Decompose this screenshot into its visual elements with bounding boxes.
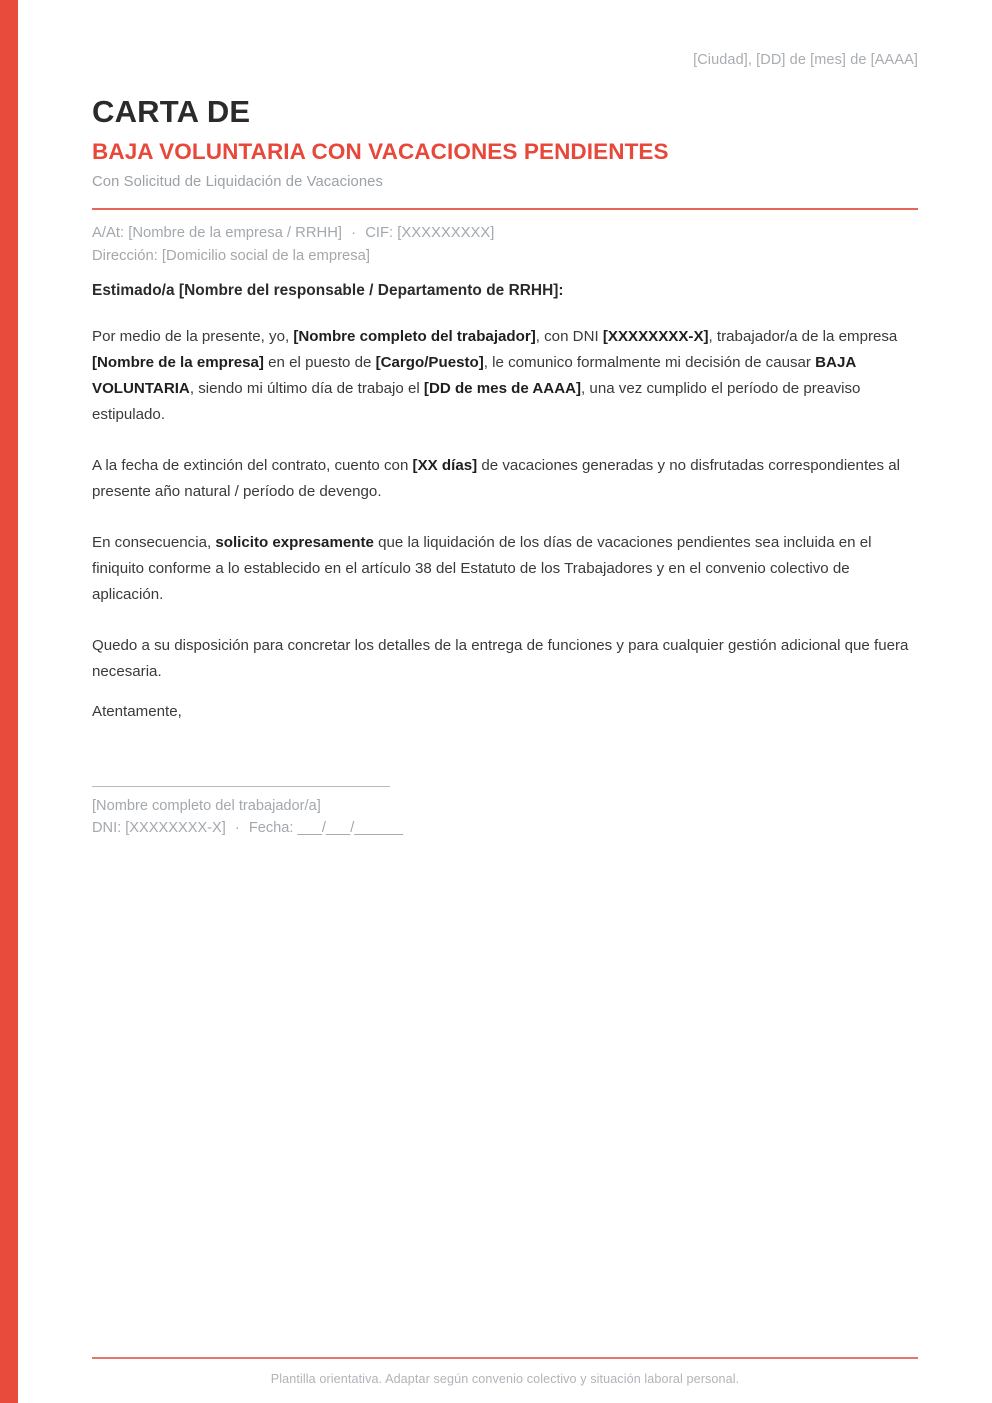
p3-bold-request: solicito expresamente xyxy=(215,533,374,551)
body-paragraph-1 xyxy=(92,324,918,428)
signature-id-line xyxy=(92,818,403,840)
p1-text-1: Por medio de la presente, yo, xyxy=(92,328,294,345)
p1-bold-company: [Nombre de la empresa] xyxy=(92,353,264,371)
signature-name-placeholder: [Nombre completo del trabajador/a] xyxy=(92,798,321,814)
document-content xyxy=(92,0,918,1403)
p1-text-7: , una vez cumplido el período de preaviso estipulado. xyxy=(92,379,861,423)
p2-text-1: A la fecha de extinción del contrato, cuento con xyxy=(92,456,413,474)
recipient-cif-label: CIF: xyxy=(365,225,394,241)
letter-body xyxy=(92,324,918,709)
p3-text-1: En consecuencia, xyxy=(92,533,216,551)
header-divider xyxy=(92,208,918,210)
p1-text-6: , siendo mi último día de trabajo el xyxy=(189,379,424,397)
recipient-separator: · xyxy=(351,225,357,241)
p1-text-5: , le comunico formalmente mi decisión de causar xyxy=(483,353,816,371)
recipient-attention-line xyxy=(92,222,494,245)
signature-dni-label: DNI: xyxy=(92,819,122,836)
p1-bold-baja-voluntaria: BAJA VOLUNTARIA xyxy=(92,353,856,397)
p4-text-1: Quedo a su disposición para concretar los detalles de la entrega de funciones y para cualquier gestión adicional que fuera necesaria. xyxy=(92,636,909,680)
closing-line: Atentamente, xyxy=(92,703,182,720)
p2-bold-days: [XX días] xyxy=(412,456,478,474)
left-accent-bar xyxy=(0,0,18,1403)
recipient-address-line xyxy=(92,245,494,268)
recipient-address-label: Dirección: xyxy=(92,248,158,265)
document-date-line: [Ciudad], [DD] de [mes] de [AAAA] xyxy=(693,52,918,68)
p1-bold-dni: [XXXXXXXX-X] xyxy=(602,328,709,345)
p1-bold-last-day: [DD de mes de AAAA] xyxy=(423,379,582,397)
recipient-cif-value: [XXXXXXXXX] xyxy=(397,225,495,241)
recipient-block xyxy=(92,222,494,269)
recipient-attention-label: A/At: xyxy=(92,225,125,241)
document-footer xyxy=(92,1357,918,1386)
p1-text-3: , trabajador/a de la empresa xyxy=(708,328,898,345)
signature-dni-value: [XXXXXXXX-X] xyxy=(125,819,226,836)
p2-text-2: de vacaciones generadas y no disfrutadas correspondientes al presente año natural / período de devengo. xyxy=(92,456,901,500)
p3-text-2: que la liquidación de los días de vacaciones pendientes sea incluida en el finiquito conforme a lo establecido en el artículo 38 del Estatuto de los Trabajadores y en el convenio colectivo de aplicación. xyxy=(92,533,872,603)
recipient-address-value: [Domicilio social de la empresa] xyxy=(161,248,370,265)
footer-note: Plantilla orientativa. Adaptar según convenio colectivo y situación laboral personal. xyxy=(270,1371,740,1386)
document-header xyxy=(92,94,918,210)
p1-text-4: en el puesto de xyxy=(263,353,376,371)
footer-divider xyxy=(92,1357,918,1359)
p1-bold-worker-name: [Nombre completo del trabajador] xyxy=(293,328,536,345)
p1-bold-position: [Cargo/Puesto] xyxy=(375,353,484,371)
page-title-note: Con Solicitud de Liquidación de Vacaciones xyxy=(92,173,384,190)
signature-date-label: Fecha: xyxy=(248,819,294,836)
recipient-attention-value: [Nombre de la empresa / RRHH] xyxy=(128,225,343,241)
body-paragraph-3 xyxy=(92,530,918,608)
page-subtitle: BAJA VOLUNTARIA CON VACACIONES PENDIENTES xyxy=(92,138,669,164)
signature-block xyxy=(92,786,403,840)
p1-text-2: , con DNI xyxy=(535,328,603,345)
salutation: Estimado/a [Nombre del responsable / Departamento de RRHH]: xyxy=(92,282,564,299)
signature-line xyxy=(92,786,390,787)
page-title: CARTA DE xyxy=(92,94,251,129)
body-paragraph-2 xyxy=(92,453,918,505)
signature-date-field: ___/___/______ xyxy=(297,819,404,836)
signature-separator: · xyxy=(234,819,240,836)
body-paragraph-4 xyxy=(92,633,918,685)
